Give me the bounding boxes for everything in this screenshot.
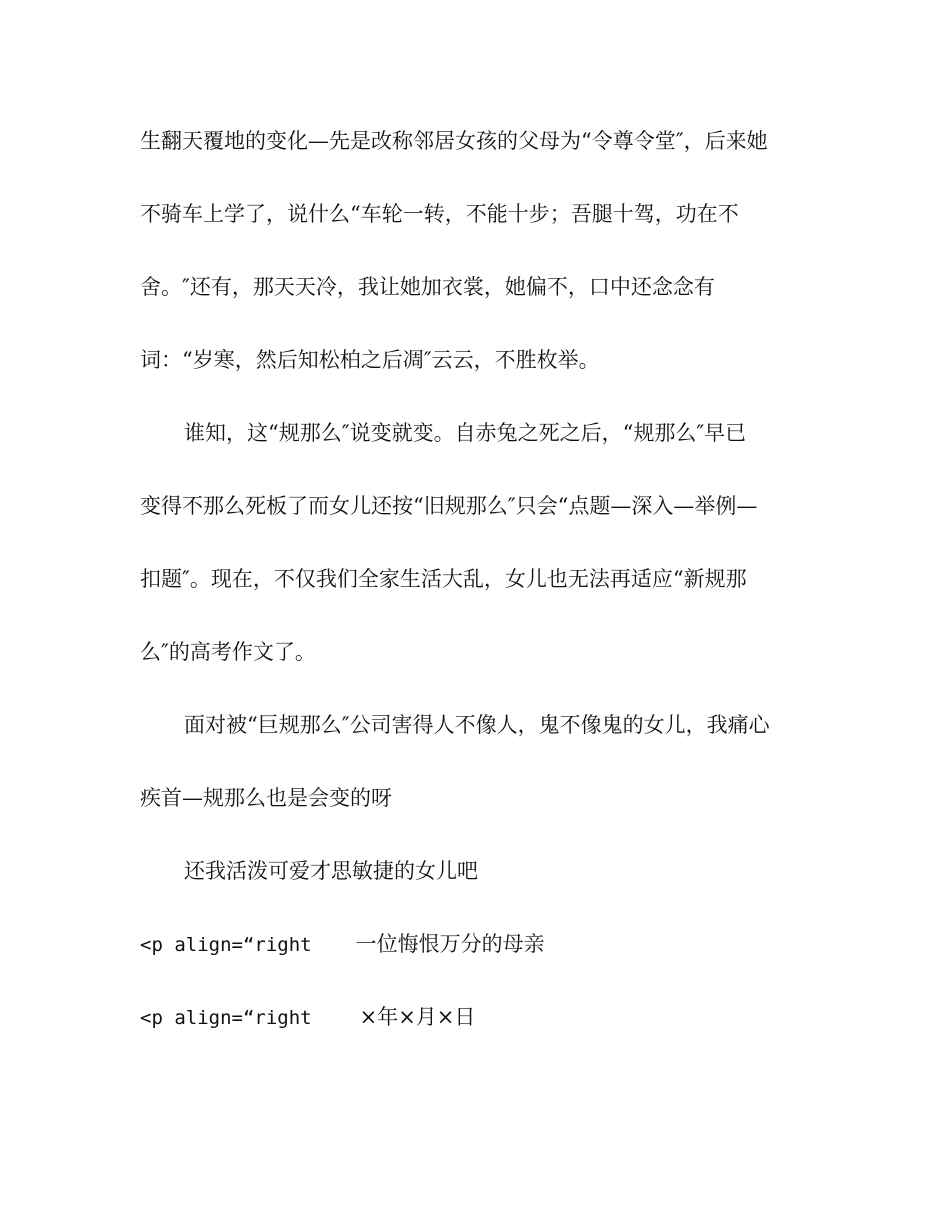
paragraph-line: 词：“岁寒，然后知松柏之后凋″云云，不胜枚举。 [140, 348, 600, 372]
paragraph-line: 不骑车上学了，说什么“车轮一转，不能十步；吾腿十驾，功在不 [140, 202, 739, 226]
paragraph-line: 么″的高考作文了。 [140, 640, 316, 664]
paragraph-line: 还我活泼可爱才思敏捷的女儿吧 [184, 859, 478, 883]
paragraph-line: 谁知，这“规那么″说变就变。自赤兔之死之后，“规那么″早已 [184, 421, 747, 445]
paragraph-line: 变得不那么死板了而女儿还按“旧规那么″只会“点题—深入—举例— [140, 494, 758, 518]
paragraph-line: 舍。″还有，那天天冷，我让她加衣裳，她偏不，口中还念念有 [140, 275, 715, 299]
paragraph-line: 生翻天覆地的变化—先是改称邻居女孩的父母为“令尊令堂″，后来她 [140, 129, 768, 153]
raw-html-tag: <p align=“right [140, 1007, 312, 1029]
date-line [140, 1004, 475, 1030]
raw-html-tag: <p align=“right [140, 934, 312, 956]
signature-line [140, 931, 545, 957]
date-text: ×年×月×日 [359, 1005, 476, 1029]
signature-text: 一位悔恨万分的母亲 [355, 932, 545, 956]
paragraph-line: 面对被“巨规那么″公司害得人不像人，鬼不像鬼的女儿，我痛心 [184, 713, 770, 737]
paragraph-line: 扣题″。现在，不仅我们全家生活大乱，女儿也无法再适应“新规那 [140, 567, 747, 591]
paragraph-line: 疾首—规那么也是会变的呀 [140, 786, 392, 810]
